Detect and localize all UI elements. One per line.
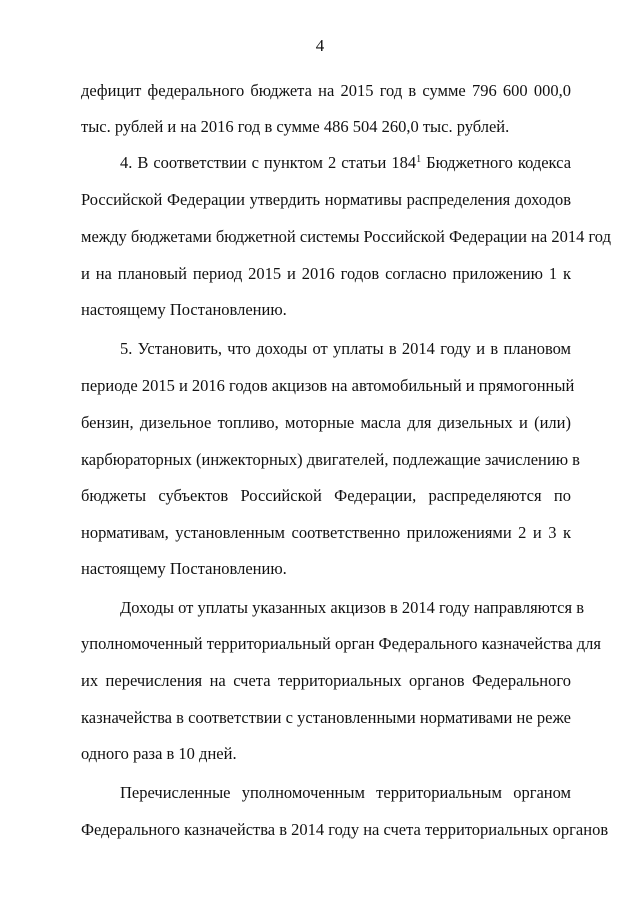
text-line: Российской Федерации утвердить нормативы распределения доходов bbox=[81, 190, 571, 209]
page-number: 4 bbox=[315, 36, 325, 55]
text-line: бюджеты субъектов Российской Федерации, распределяются по bbox=[81, 486, 571, 505]
text-line: Перечисленные уполномоченным территориальным органом bbox=[120, 783, 571, 802]
text-line: и на плановый период 2015 и 2016 годов согласно приложению 1 к bbox=[81, 264, 571, 283]
text-line: карбюраторных (инжекторных) двигателей, подлежащие зачислению в bbox=[81, 450, 580, 469]
text-line: нормативам, установленным соответственно приложениями 2 и 3 к bbox=[81, 523, 571, 542]
text-line: их перечисления на счета территориальных органов Федерального bbox=[81, 671, 571, 690]
text-line: 4. В соответствии с пунктом 2 статьи 184 bbox=[120, 153, 417, 172]
text-line: тыс. рублей и на 2016 год в сумме 486 504 260,0 тыс. рублей. bbox=[81, 117, 510, 136]
text-line: Федерального казначейства в 2014 году на счета территориальных органов bbox=[81, 820, 609, 839]
text-line: дефицит федерального бюджета на 2015 год в сумме 796 600 000,0 bbox=[81, 81, 571, 100]
text-line: одного раза в 10 дней. bbox=[81, 744, 237, 763]
text-line: периоде 2015 и 2016 годов акцизов на автомобильный и прямогонный bbox=[81, 376, 575, 395]
text-line: 5. Установить, что доходы от уплаты в 2014 году и в плановом bbox=[120, 339, 571, 358]
text-line: бензин, дизельное топливо, моторные масла для дизельных и (или) bbox=[81, 413, 571, 432]
text-line: Доходы от уплаты указанных акцизов в 2014 году направляются в bbox=[120, 598, 585, 617]
paragraph-4-first-line bbox=[120, 153, 571, 173]
text-line: казначейства в соответствии с установленными нормативами не реже bbox=[81, 708, 571, 727]
text-line: между бюджетами бюджетной системы Российской Федерации на 2014 год bbox=[81, 227, 611, 246]
text-line: уполномоченный территориальный орган Федерального казначейства для bbox=[81, 634, 602, 653]
text-line: Бюджетного кодекса bbox=[426, 153, 572, 172]
superscript: 1 bbox=[416, 154, 422, 165]
text-line: настоящему Постановлению. bbox=[81, 559, 287, 578]
text-line: настоящему Постановлению. bbox=[81, 300, 287, 319]
